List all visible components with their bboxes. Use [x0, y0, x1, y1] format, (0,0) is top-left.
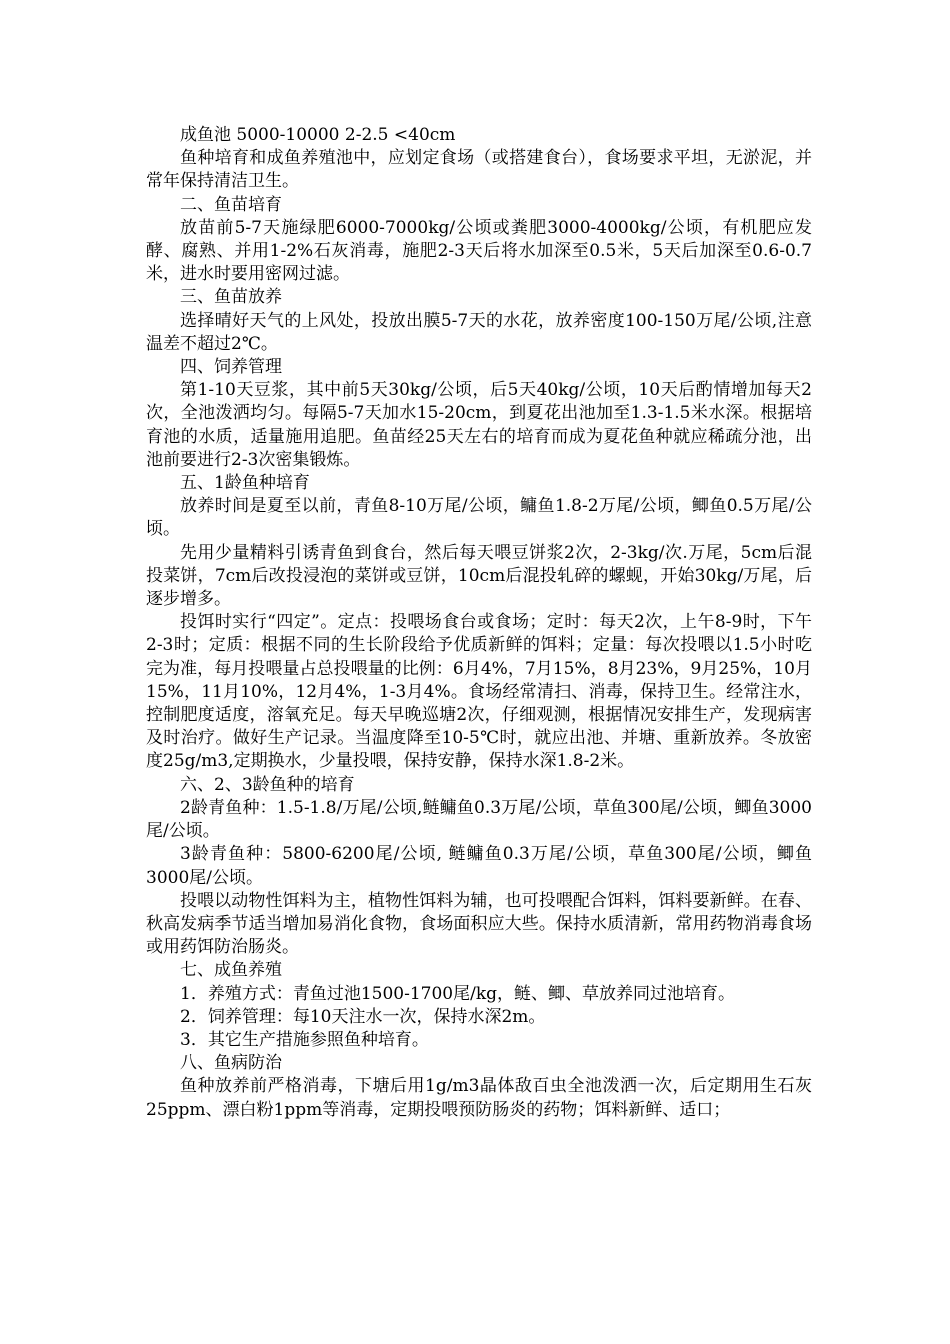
paragraph: 放苗前5-7天施绿肥6000-7000kg/公顷或粪肥3000-4000kg/公顷，有机肥应发酵、腐熟、并用1-2%石灰消毒，施肥2-3天后将水加深至0.5米，5天后加深至0.6-0.7米，进水时要用密网过滤。: [146, 217, 812, 285]
section-heading: 六、2、3龄鱼种的培育: [180, 774, 355, 795]
list-item: 1．养殖方式：青鱼过池1500-1700尾/kg，鲢、鲫、草放养同过池培育。: [180, 983, 735, 1004]
document-body: [146, 124, 812, 1122]
paragraph: 鱼种放养前严格消毒，下塘后用1g/m3晶体敌百虫全池泼洒一次，后定期用生石灰25ppm、漂白粉1ppm等消毒，定期投喂预防肠炎的药物；饵料新鲜、适口；: [146, 1076, 812, 1120]
paragraph: 鱼种培育和成鱼养殖池中，应划定食场（或搭建食台），食场要求平坦，无淤泥，并常年保持清洁卫生。: [146, 148, 812, 192]
section-heading: 八、鱼病防治: [180, 1053, 282, 1074]
paragraph: 3龄青鱼种：5800-6200尾/公顷, 鲢鳙鱼0.3万尾/公顷，草鱼300尾/公顷，鲫鱼3000尾/公顷。: [146, 844, 812, 888]
paragraph: 成鱼池 5000-10000 2-2.5 <40cm: [180, 125, 456, 145]
section-heading: 三、鱼苗放养: [180, 287, 282, 308]
list-item: 3．其它生产措施参照鱼种培育。: [180, 1029, 429, 1050]
section-heading: 七、成鱼养殖: [180, 960, 282, 981]
paragraph: 第1-10天豆浆，其中前5天30kg/公顷，后5天40kg/公顷，10天后酌情增加每天2次，全池泼洒均匀。每隔5-7天加水15-20cm，到夏花出池加至1.3-1.5米水深。根据培育池的水质，适量施用追肥。鱼苗经25天左右的培育而成为夏花鱼种就应稀疏分池，出池前要进行2-3次密集锻炼。: [146, 380, 812, 470]
paragraph: 放养时间是夏至以前，青鱼8-10万尾/公顷，鳙鱼1.8-2万尾/公顷，鲫鱼0.5万尾/公顷。: [146, 496, 812, 540]
list-item: 2．饲养管理：每10天注水一次，保持水深2m。: [180, 1006, 546, 1027]
section-heading: 五、1龄鱼种培育: [180, 473, 310, 494]
paragraph: 选择晴好天气的上风处，投放出膜5-7天的水花，放养密度100-150万尾/公顷,注意温差不超过2℃。: [146, 310, 812, 354]
paragraph: 投饵时实行“四定”。定点：投喂场食台或食场；定时：每天2次，上午8-9时，下午2-3时；定质：根据不同的生长阶段给予优质新鲜的饵料；定量：每次投喂以1.5小时吃完为准，每月投喂量占总投喂量的比例：6月4%，7月15%，8月23%，9月25%，10月15%，11月10%，12月4%，1-3月4%。食场经常清扫、消毒，保持卫生。经常注水，控制肥度适度，溶氧充足。每天早晚巡塘2次，仔细观测，根据情况安排生产，发现病害及时治疗。做好生产记录。当温度降至10-5℃时，就应出池、并塘、重新放养。冬放密度25g/m3,定期换水，少量投喂，保持安静，保持水深1.8-2米。: [146, 612, 812, 772]
paragraph: 先用少量精料引诱青鱼到食台，然后每天喂豆饼浆2次，2-3kg/次.万尾，5cm后混投菜饼，7cm后改投浸泡的菜饼或豆饼，10cm后混投轧碎的螺蚬，开始30kg/万尾，后逐步增多。: [146, 542, 812, 610]
paragraph: 投喂以动物性饵料为主，植物性饵料为辅，也可投喂配合饵料，饵料要新鲜。在春、秋高发病季节适当增加易消化食物，食场面积应大些。保持水质清新，常用药物消毒食场或用药饵防治肠炎。: [146, 890, 812, 958]
paragraph: 2龄青鱼种：1.5-1.8/万尾/公顷,鲢鳙鱼0.3万尾/公顷，草鱼300尾/公顷，鲫鱼3000尾/公顷。: [146, 797, 812, 842]
section-heading: 四、饲养管理: [180, 357, 282, 378]
section-heading: 二、鱼苗培育: [180, 194, 282, 215]
